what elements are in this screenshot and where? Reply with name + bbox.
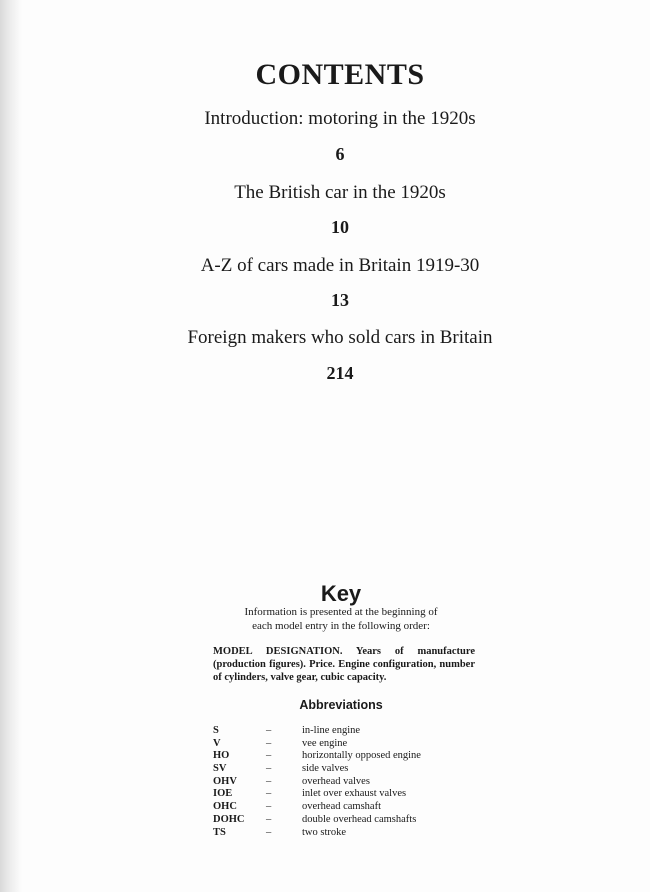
abbreviation-dash: –: [266, 826, 272, 838]
abbreviation-meaning: vee engine: [302, 737, 348, 749]
toc-entry-page: 6: [335, 144, 345, 164]
abbreviation-meaning: overhead valves: [302, 775, 370, 787]
toc-entry-page: 10: [331, 217, 349, 237]
abbreviation-code: SV: [213, 763, 227, 775]
abbreviation-dash: –: [266, 750, 272, 762]
abbreviation-dash: –: [266, 775, 272, 787]
toc-entry-title: Foreign makers who sold cars in Britain: [187, 327, 493, 348]
abbreviation-code: S: [213, 725, 219, 736]
abbreviation-row: [213, 763, 473, 776]
abbreviation-meaning: horizontally opposed engine: [302, 750, 421, 762]
abbreviation-code: HO: [213, 750, 230, 762]
key-intro-line: Information is presented at the beginning of: [244, 606, 438, 618]
abbreviation-row: [213, 738, 473, 751]
toc-entry-title: A-Z of cars made in Britain 1919-30: [200, 255, 480, 276]
abbreviation-row: [213, 814, 473, 827]
key-intro-line: each model entry in the following order:: [252, 620, 430, 632]
abbreviation-dash: –: [266, 763, 272, 775]
abbreviation-code: IOE: [213, 788, 233, 800]
abbreviation-row: [213, 725, 473, 738]
abbreviation-dash: –: [266, 737, 272, 749]
abbreviation-meaning: side valves: [302, 763, 349, 775]
abbreviation-row: [213, 827, 473, 840]
key-heading: Key: [320, 581, 362, 606]
abbreviation-dash: –: [266, 788, 272, 800]
abbreviations-heading: Abbreviations: [299, 698, 383, 712]
key-intro: [0, 605, 650, 633]
abbreviation-meaning: overhead camshaft: [302, 801, 382, 813]
contents-heading: CONTENTS: [255, 58, 425, 91]
abbreviation-code: TS: [213, 826, 226, 838]
toc-entry-title: Introduction: motoring in the 1920s: [204, 108, 476, 129]
abbreviation-row: [213, 788, 473, 801]
key-entry-order: MODEL DESIGNATION. Years of manufacture (production figures). Price. Engine configuration, number of cylinders, valve gear, cubic capacity.: [213, 646, 475, 683]
abbreviation-meaning: two stroke: [302, 826, 347, 838]
abbreviation-code: OHV: [213, 775, 237, 787]
abbreviation-meaning: inlet over exhaust valves: [302, 788, 407, 800]
abbreviation-code: DOHC: [213, 813, 245, 825]
toc-entry-page: 214: [326, 363, 354, 383]
abbreviation-row: [213, 776, 473, 789]
abbreviation-dash: –: [266, 725, 272, 736]
abbreviation-code: V: [213, 737, 221, 749]
abbreviation-row: [213, 801, 473, 814]
abbreviations-list: [213, 725, 473, 839]
abbreviation-row: [213, 750, 473, 763]
toc-entry-page: 13: [331, 290, 349, 310]
abbreviation-code: OHC: [213, 801, 237, 813]
abbreviation-meaning: in-line engine: [302, 725, 361, 736]
toc-entry-title: The British car in the 1920s: [234, 182, 446, 203]
abbreviation-dash: –: [266, 813, 272, 825]
abbreviation-dash: –: [266, 801, 272, 813]
abbreviation-meaning: double overhead camshafts: [302, 813, 417, 825]
